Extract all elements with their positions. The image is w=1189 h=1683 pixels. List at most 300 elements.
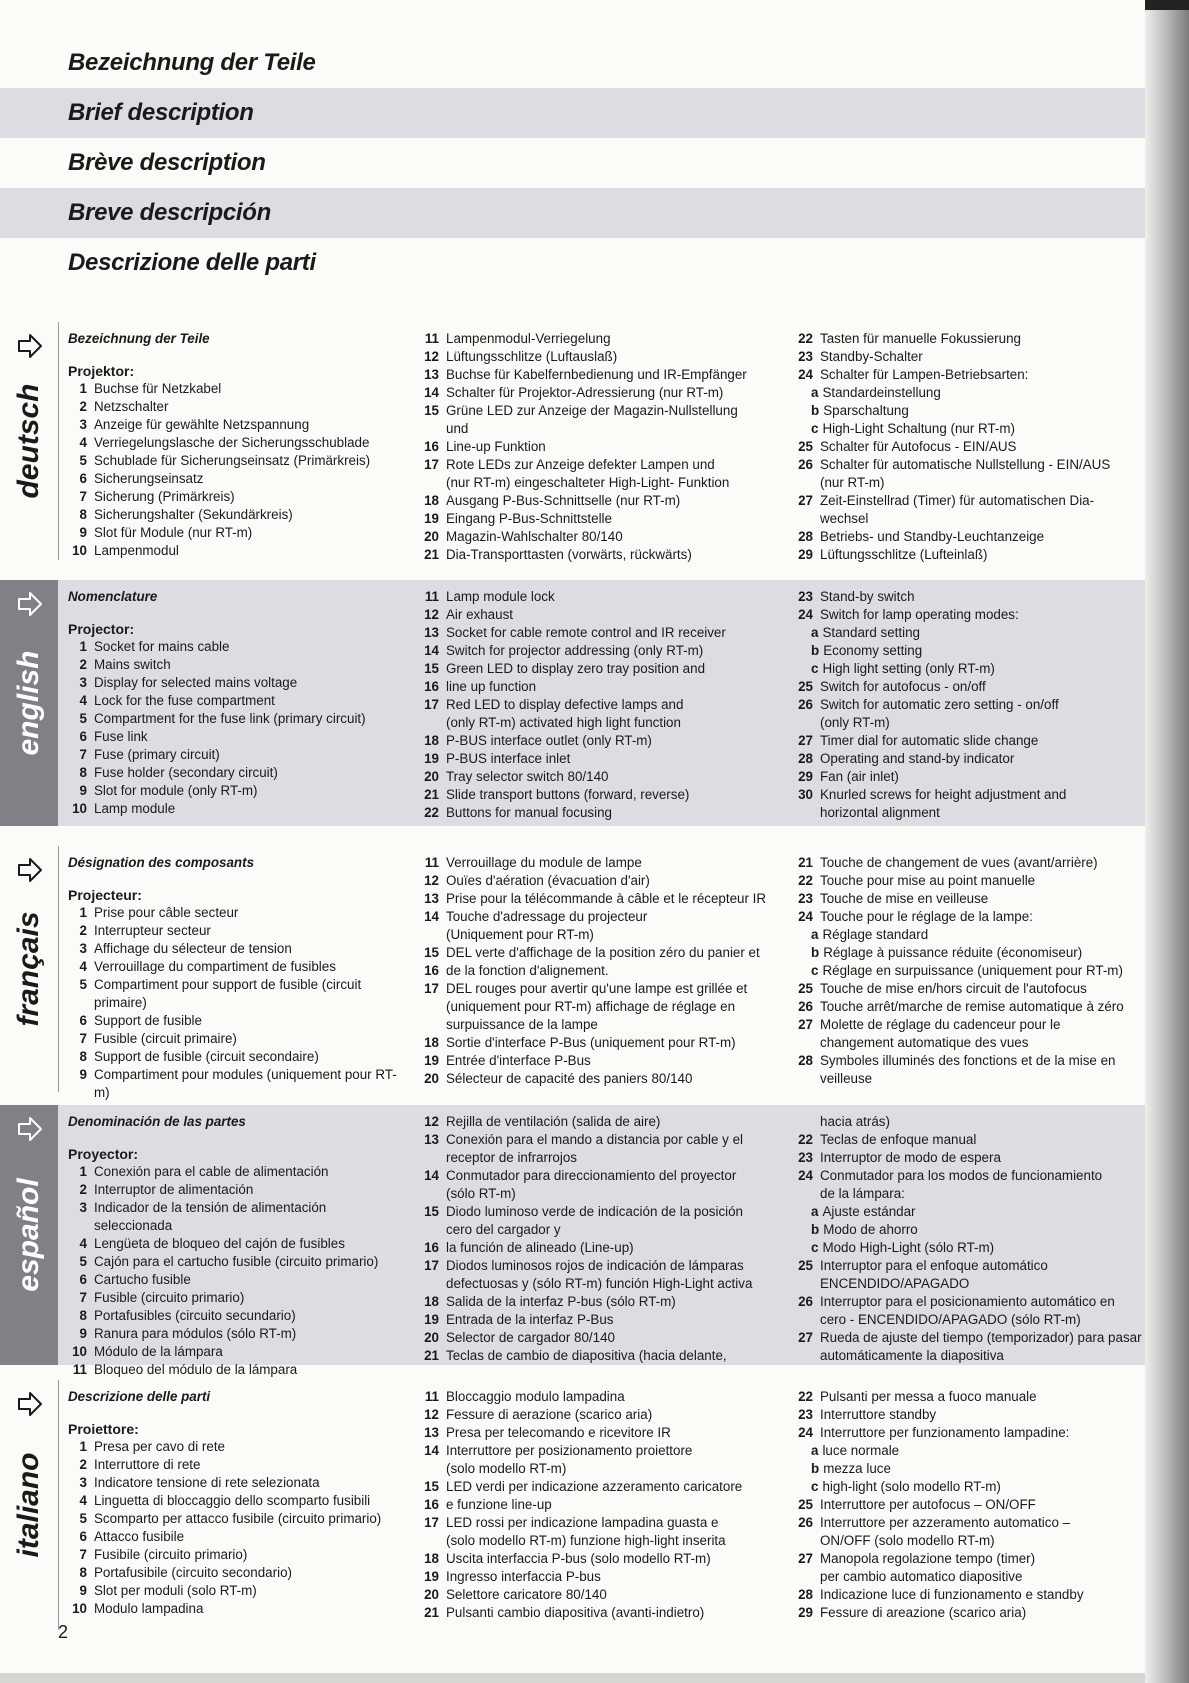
sub-list-item	[793, 944, 1143, 962]
item-text: Fuse link	[94, 729, 148, 744]
parts-column	[424, 1113, 774, 1365]
item-text: Affichage du sélecteur de tension	[94, 941, 292, 956]
page-bottom-edge	[0, 1673, 1145, 1683]
item-number: 5	[79, 711, 87, 726]
item-text: Line-up Funktion	[446, 439, 546, 454]
item-text: Magazin-Wahlschalter 80/140	[446, 529, 623, 544]
item-number: 4	[79, 1236, 87, 1251]
list-item	[68, 488, 408, 506]
item-letter: b	[811, 945, 820, 960]
list-item	[68, 1271, 408, 1289]
list-item	[793, 348, 1143, 366]
list-item	[424, 1496, 774, 1514]
item-text: Teclas de cambio de diapositiva (hacia delante,	[446, 1348, 727, 1363]
arrow-right-icon	[16, 856, 44, 884]
list-item	[424, 696, 774, 714]
item-number: 19	[424, 1569, 439, 1584]
title-row	[0, 88, 1145, 138]
item-text: LED rossi per indicazione lampadina guasta e	[446, 1515, 719, 1530]
item-continuation: (only RT-m) activated high light function	[446, 715, 681, 730]
item-continuation: ON/OFF (solo modello RT-m)	[820, 1533, 995, 1548]
list-item	[793, 872, 1143, 890]
item-text: Ingresso interfaccia P-bus	[446, 1569, 601, 1584]
list-item	[793, 732, 1143, 750]
item-text: Interruttore di rete	[94, 1457, 201, 1472]
item-text: line up function	[446, 679, 537, 694]
list-item	[68, 1492, 408, 1510]
item-number: 24	[798, 607, 813, 622]
item-number: 22	[798, 331, 813, 346]
item-number: 18	[424, 1035, 439, 1050]
item-number: 5	[79, 1254, 87, 1269]
item-number: 29	[798, 547, 813, 562]
parts-column	[68, 1113, 408, 1379]
item-number: 7	[79, 747, 87, 762]
item-number: 16	[424, 963, 439, 978]
item-number: 8	[79, 1565, 87, 1580]
sub-list-item	[793, 1442, 1143, 1460]
item-text: Schalter für Autofocus - EIN/AUS	[820, 439, 1017, 454]
item-text: Standardeinstellung	[822, 385, 941, 400]
item-number: 22	[798, 1389, 813, 1404]
list-item	[424, 1167, 774, 1185]
list-item	[424, 1034, 774, 1052]
item-number: 24	[798, 909, 813, 924]
item-text: Scomparto per attacco fusibile (circuito primario)	[94, 1511, 382, 1526]
list-item	[424, 1239, 774, 1257]
list-item	[793, 786, 1143, 804]
list-item	[68, 1066, 408, 1102]
item-text: Fusible (circuit primaire)	[94, 1031, 237, 1046]
title-row	[0, 188, 1145, 238]
list-item	[793, 768, 1143, 786]
item-number: 25	[798, 1258, 813, 1273]
list-item	[424, 1406, 774, 1424]
item-number: 23	[798, 1150, 813, 1165]
item-number: 26	[798, 999, 813, 1014]
item-number: 22	[424, 805, 439, 820]
item-text: Interruttore per azzeramento automatico –	[820, 1515, 1071, 1530]
book-spine-top	[1145, 0, 1189, 10]
item-number: 12	[424, 873, 439, 888]
item-text: Grüne LED zur Anzeige der Magazin-Nullstellung	[446, 403, 738, 418]
list-item	[68, 656, 408, 674]
item-text: Netzschalter	[94, 399, 169, 414]
list-item	[424, 1388, 774, 1406]
item-number: 4	[79, 959, 87, 974]
language-tab	[0, 322, 59, 560]
item-number: 9	[79, 1326, 87, 1341]
item-number: 11	[72, 1362, 87, 1377]
list-item	[424, 768, 774, 786]
item-text: Slot für Module (nur RT-m)	[94, 525, 253, 540]
item-text: Dia-Transporttasten (vorwärts, rückwärts)	[446, 547, 692, 562]
page-title: Bezeichnung der Teile	[68, 49, 316, 76]
list-item	[424, 1514, 774, 1532]
parts-column	[793, 854, 1143, 1088]
language-section-3	[0, 1105, 1145, 1377]
item-text: Lengüeta de bloqueo del cajón de fusibles	[94, 1236, 345, 1251]
list-item	[793, 1131, 1143, 1149]
item-number: 16	[424, 1240, 439, 1255]
item-number: 22	[798, 1132, 813, 1147]
list-item	[424, 546, 774, 564]
item-number: 5	[79, 977, 87, 992]
list-item	[793, 696, 1143, 714]
list-item	[68, 1307, 408, 1325]
item-number: 25	[798, 439, 813, 454]
item-number: 18	[424, 1551, 439, 1566]
item-text: high-light (solo modello RT-m)	[822, 1479, 1001, 1494]
item-number: 4	[79, 693, 87, 708]
item-continuation: changement automatique des vues	[820, 1035, 1029, 1050]
item-text: Buttons for manual focusing	[446, 805, 612, 820]
item-text: Bloqueo del módulo de la lámpara	[94, 1362, 298, 1377]
item-letter: a	[811, 1204, 819, 1219]
item-number: 10	[72, 801, 87, 816]
item-text: luce normale	[822, 1443, 900, 1458]
list-item	[424, 660, 774, 678]
item-number: 15	[424, 1479, 439, 1494]
language-section-2	[0, 846, 1145, 1100]
list-item	[424, 456, 774, 474]
item-number: 20	[424, 529, 439, 544]
item-number: 27	[798, 1330, 813, 1345]
item-text: Sicherungshalter (Sekundärkreis)	[94, 507, 293, 522]
item-number: 21	[424, 787, 439, 802]
list-item	[424, 1442, 774, 1460]
item-text: Interruptor de modo de espera	[820, 1150, 1001, 1165]
list-item	[68, 506, 408, 524]
list-item	[424, 348, 774, 366]
item-continuation: ENCENDIDO/APAGADO	[820, 1276, 970, 1291]
language-section-4	[0, 1380, 1145, 1630]
list-item	[424, 492, 774, 510]
item-number: 29	[798, 1605, 813, 1620]
item-number: 9	[79, 783, 87, 798]
arrow-right-icon	[16, 1115, 44, 1143]
title-row	[0, 38, 1145, 88]
item-text: Portafusibles (circuito secundario)	[94, 1308, 296, 1323]
item-text: Compartiment pour support de fusible (circuit primaire)	[94, 977, 362, 1010]
page-title: Breve descripción	[68, 199, 271, 226]
list-item	[424, 1131, 774, 1149]
item-text: Schalter für Projektor-Adressierung (nur RT-m)	[446, 385, 724, 400]
item-number: 2	[79, 399, 87, 414]
list-item	[68, 904, 408, 922]
arrow-right-icon	[16, 1390, 44, 1418]
item-text: Sortie d'interface P-Bus (uniquement pour RT-m)	[446, 1035, 736, 1050]
list-item	[793, 980, 1143, 998]
item-text: Switch for automatic zero setting - on/off	[820, 697, 1059, 712]
item-number: 20	[424, 1330, 439, 1345]
item-continuation: (solo modello RT-m) funzione high-light inserita	[446, 1533, 726, 1548]
item-number: 23	[798, 589, 813, 604]
item-text: P-BUS interface inlet	[446, 751, 571, 766]
item-number: 3	[79, 675, 87, 690]
item-number: 3	[79, 417, 87, 432]
item-text: Fusibile (circuito primario)	[94, 1547, 248, 1562]
list-item	[424, 366, 774, 384]
item-text: Standby-Schalter	[820, 349, 923, 364]
item-text: Interruttore per autofocus – ON/OFF	[820, 1497, 1036, 1512]
list-item	[793, 1550, 1143, 1568]
list-item	[424, 1329, 774, 1347]
item-letter: b	[811, 1222, 820, 1237]
list-item	[793, 750, 1143, 768]
list-item	[424, 1203, 774, 1221]
sub-list-item	[793, 926, 1143, 944]
title-row	[0, 138, 1145, 188]
list-item	[793, 1424, 1143, 1442]
item-letter: b	[811, 1461, 820, 1476]
item-number: 3	[79, 1475, 87, 1490]
language-tab	[0, 1380, 59, 1630]
list-item	[68, 976, 408, 1012]
list-item	[793, 998, 1143, 1016]
item-number: 4	[79, 1493, 87, 1508]
item-text: Slot for module (only RT-m)	[94, 783, 258, 798]
item-text: Ranura para módulos (sólo RT-m)	[94, 1326, 297, 1341]
item-number: 8	[79, 507, 87, 522]
item-text: Buchse für Kabelfernbedienung und IR-Empfänger	[446, 367, 747, 382]
list-item	[68, 1361, 408, 1379]
item-number: 11	[424, 331, 439, 346]
item-number: 6	[79, 729, 87, 744]
page-title: Brève description	[68, 149, 266, 176]
item-text: Compartment for the fuse link (primary circuit)	[94, 711, 366, 726]
list-item	[68, 782, 408, 800]
item-number: 23	[798, 891, 813, 906]
item-text: Display for selected mains voltage	[94, 675, 298, 690]
item-continuation: horizontal alignment	[820, 805, 940, 820]
list-item	[68, 1456, 408, 1474]
item-text: Economy setting	[823, 643, 923, 658]
item-number: 7	[79, 1290, 87, 1305]
list-item	[424, 624, 774, 642]
item-number: 29	[798, 769, 813, 784]
item-continuation: surpuissance de la lampe	[446, 1017, 598, 1032]
item-text: Anzeige für gewählte Netzspannung	[94, 417, 310, 432]
list-item	[793, 908, 1143, 926]
list-item	[424, 588, 774, 606]
item-text: Teclas de enfoque manual	[820, 1132, 977, 1147]
list-item	[424, 1478, 774, 1496]
item-text: Ausgang P-Bus-Schnittselle (nur RT-m)	[446, 493, 681, 508]
item-number: 1	[79, 905, 87, 920]
list-item	[424, 1113, 774, 1131]
parts-column	[424, 1388, 774, 1622]
book-spine-shadow	[1145, 0, 1189, 1683]
item-text: Interruttore per funzionamento lampadine:	[820, 1425, 1070, 1440]
item-number: 6	[79, 1272, 87, 1287]
item-number: 9	[79, 1067, 87, 1082]
item-text: Lampenmodul-Verriegelung	[446, 331, 611, 346]
list-item	[68, 710, 408, 728]
list-item	[424, 606, 774, 624]
item-number: 25	[798, 679, 813, 694]
list-item	[424, 1070, 774, 1088]
item-number: 24	[798, 367, 813, 382]
item-text: Entrée d'interface P-Bus	[446, 1053, 591, 1068]
list-item	[793, 492, 1143, 510]
item-text: Interruttore per posizionamento proiettore	[446, 1443, 693, 1458]
item-number: 23	[798, 349, 813, 364]
item-letter: a	[811, 1443, 819, 1458]
item-number: 30	[798, 787, 813, 802]
language-tab-label: español	[12, 1178, 45, 1292]
sub-list-item	[793, 1478, 1143, 1496]
page-number: 2	[58, 1622, 69, 1642]
list-item	[793, 606, 1143, 624]
list-item	[68, 470, 408, 488]
item-text: Touche de mise en/hors circuit de l'autofocus	[820, 981, 1087, 996]
list-item	[424, 438, 774, 456]
item-text: Modo High-Light (sólo RT-m)	[822, 1240, 995, 1255]
item-text: Interruptor de alimentación	[94, 1182, 254, 1197]
sub-list-item	[793, 1239, 1143, 1257]
list-item	[68, 692, 408, 710]
item-text: Air exhaust	[446, 607, 513, 622]
item-text: e funzione line-up	[446, 1497, 552, 1512]
item-text: Manopola regolazione tempo (timer)	[820, 1551, 1036, 1566]
item-number: 27	[798, 1017, 813, 1032]
item-text: Red LED to display defective lamps and	[446, 697, 684, 712]
item-letter: a	[811, 927, 819, 942]
item-number: 17	[424, 1515, 439, 1530]
item-text: Rueda de ajuste del tiempo (temporizador) para pasar	[820, 1330, 1142, 1345]
item-number: 14	[424, 1443, 439, 1458]
item-text: High light setting (only RT-m)	[822, 661, 995, 676]
item-text: Touche pour mise au point manuelle	[820, 873, 1036, 888]
item-text: Lock for the fuse compartment	[94, 693, 275, 708]
item-number: 10	[72, 1344, 87, 1359]
item-text: Symboles illuminés des fonctions et de la mise en	[820, 1053, 1116, 1068]
item-text: Molette de réglage du cadenceur pour le	[820, 1017, 1061, 1032]
list-item	[68, 1325, 408, 1343]
list-item	[68, 1528, 408, 1546]
list-item	[793, 1016, 1143, 1034]
item-text: Touche de changement de vues (avant/arrière)	[820, 855, 1098, 870]
group-heading: Projecteur:	[68, 887, 142, 903]
list-item	[424, 1568, 774, 1586]
item-text: Sélecteur de capacité des paniers 80/140	[446, 1071, 693, 1086]
item-number: 1	[79, 639, 87, 654]
list-item	[793, 528, 1143, 546]
item-number: 13	[424, 625, 439, 640]
item-number: 13	[424, 367, 439, 382]
list-item	[68, 524, 408, 542]
item-text: Compartiment pour modules (uniquement pour RT-m)	[94, 1067, 397, 1100]
language-tab-label: français	[12, 911, 45, 1027]
list-item	[793, 1496, 1143, 1514]
item-text: Diodo luminoso verde de indicación de la posición	[446, 1204, 744, 1219]
item-number: 15	[424, 403, 439, 418]
language-tab	[0, 846, 59, 1092]
list-item	[68, 922, 408, 940]
parts-column	[793, 588, 1143, 822]
item-number: 18	[424, 493, 439, 508]
list-item	[424, 962, 774, 980]
item-text: Cartucho fusible	[94, 1272, 191, 1287]
item-text: Buchse für Netzkabel	[94, 381, 222, 396]
item-text: Fessure di aerazione (scarico aria)	[446, 1407, 653, 1422]
item-text: Interrupteur secteur	[94, 923, 211, 938]
item-text: Zeit-Einstellrad (Timer) für automatischen Dia-	[820, 493, 1095, 508]
list-item	[68, 1253, 408, 1271]
item-number: 14	[424, 1168, 439, 1183]
item-continuation: de la lámpara:	[820, 1186, 905, 1201]
item-continuation: (only RT-m)	[820, 715, 890, 730]
list-item	[793, 366, 1143, 384]
list-item	[793, 890, 1143, 908]
item-text: Tray selector switch 80/140	[446, 769, 609, 784]
item-text: Schalter für automatische Nullstellung - EIN/AUS	[820, 457, 1111, 472]
list-item	[424, 1550, 774, 1568]
list-item	[793, 1604, 1143, 1622]
list-item	[68, 452, 408, 470]
item-number: 10	[72, 1601, 87, 1616]
item-text: Indicador de la tensión de alimentación seleccionada	[94, 1200, 327, 1233]
item-number: 21	[424, 1348, 439, 1363]
list-item	[793, 588, 1143, 606]
list-item	[68, 380, 408, 398]
list-item	[424, 750, 774, 768]
list-item	[793, 1388, 1143, 1406]
group-heading: Proyector:	[68, 1146, 139, 1162]
item-text: Touche pour le réglage de la lampe:	[820, 909, 1033, 924]
list-item	[68, 1199, 408, 1235]
list-item	[424, 1293, 774, 1311]
item-text: Uscita interfaccia P-bus (solo modello RT-m)	[446, 1551, 711, 1566]
item-text: Conexión para el mando a distancia por cable y el	[446, 1132, 744, 1147]
item-text: Fuse holder (secondary circuit)	[94, 765, 278, 780]
title-row	[0, 238, 1145, 288]
list-item	[68, 1030, 408, 1048]
list-item	[68, 674, 408, 692]
item-number: 20	[424, 1071, 439, 1086]
item-text: Cajón para el cartucho fusible (circuito primario)	[94, 1254, 379, 1269]
list-item	[68, 940, 408, 958]
parts-column	[424, 330, 774, 564]
item-text: Mains switch	[94, 657, 171, 672]
item-number: 6	[79, 1529, 87, 1544]
list-item	[793, 456, 1143, 474]
parts-column	[68, 1388, 408, 1618]
list-item	[793, 1514, 1143, 1532]
item-text: Schalter für Lampen-Betriebsarten:	[820, 367, 1029, 382]
item-text: Touche arrêt/marche de remise automatique à zéro	[820, 999, 1124, 1014]
item-text: Green LED to display zero tray position and	[446, 661, 706, 676]
item-number: 8	[79, 765, 87, 780]
list-item	[424, 890, 774, 908]
item-letter: c	[811, 1479, 819, 1494]
sub-list-item	[793, 962, 1143, 980]
list-item	[68, 1289, 408, 1307]
sub-list-item	[793, 624, 1143, 642]
item-number: 5	[79, 453, 87, 468]
item-letter: c	[811, 421, 819, 436]
item-text: Pulsanti cambio diapositiva (avanti-indietro)	[446, 1605, 705, 1620]
item-text: Modulo lampadina	[94, 1601, 204, 1616]
item-number: 24	[798, 1425, 813, 1440]
list-item	[424, 1311, 774, 1329]
item-number: 26	[798, 697, 813, 712]
item-text: Attacco fusibile	[94, 1529, 185, 1544]
list-item	[793, 438, 1143, 456]
item-text: Betriebs- und Standby-Leuchtanzeige	[820, 529, 1045, 544]
item-number: 26	[798, 1515, 813, 1530]
